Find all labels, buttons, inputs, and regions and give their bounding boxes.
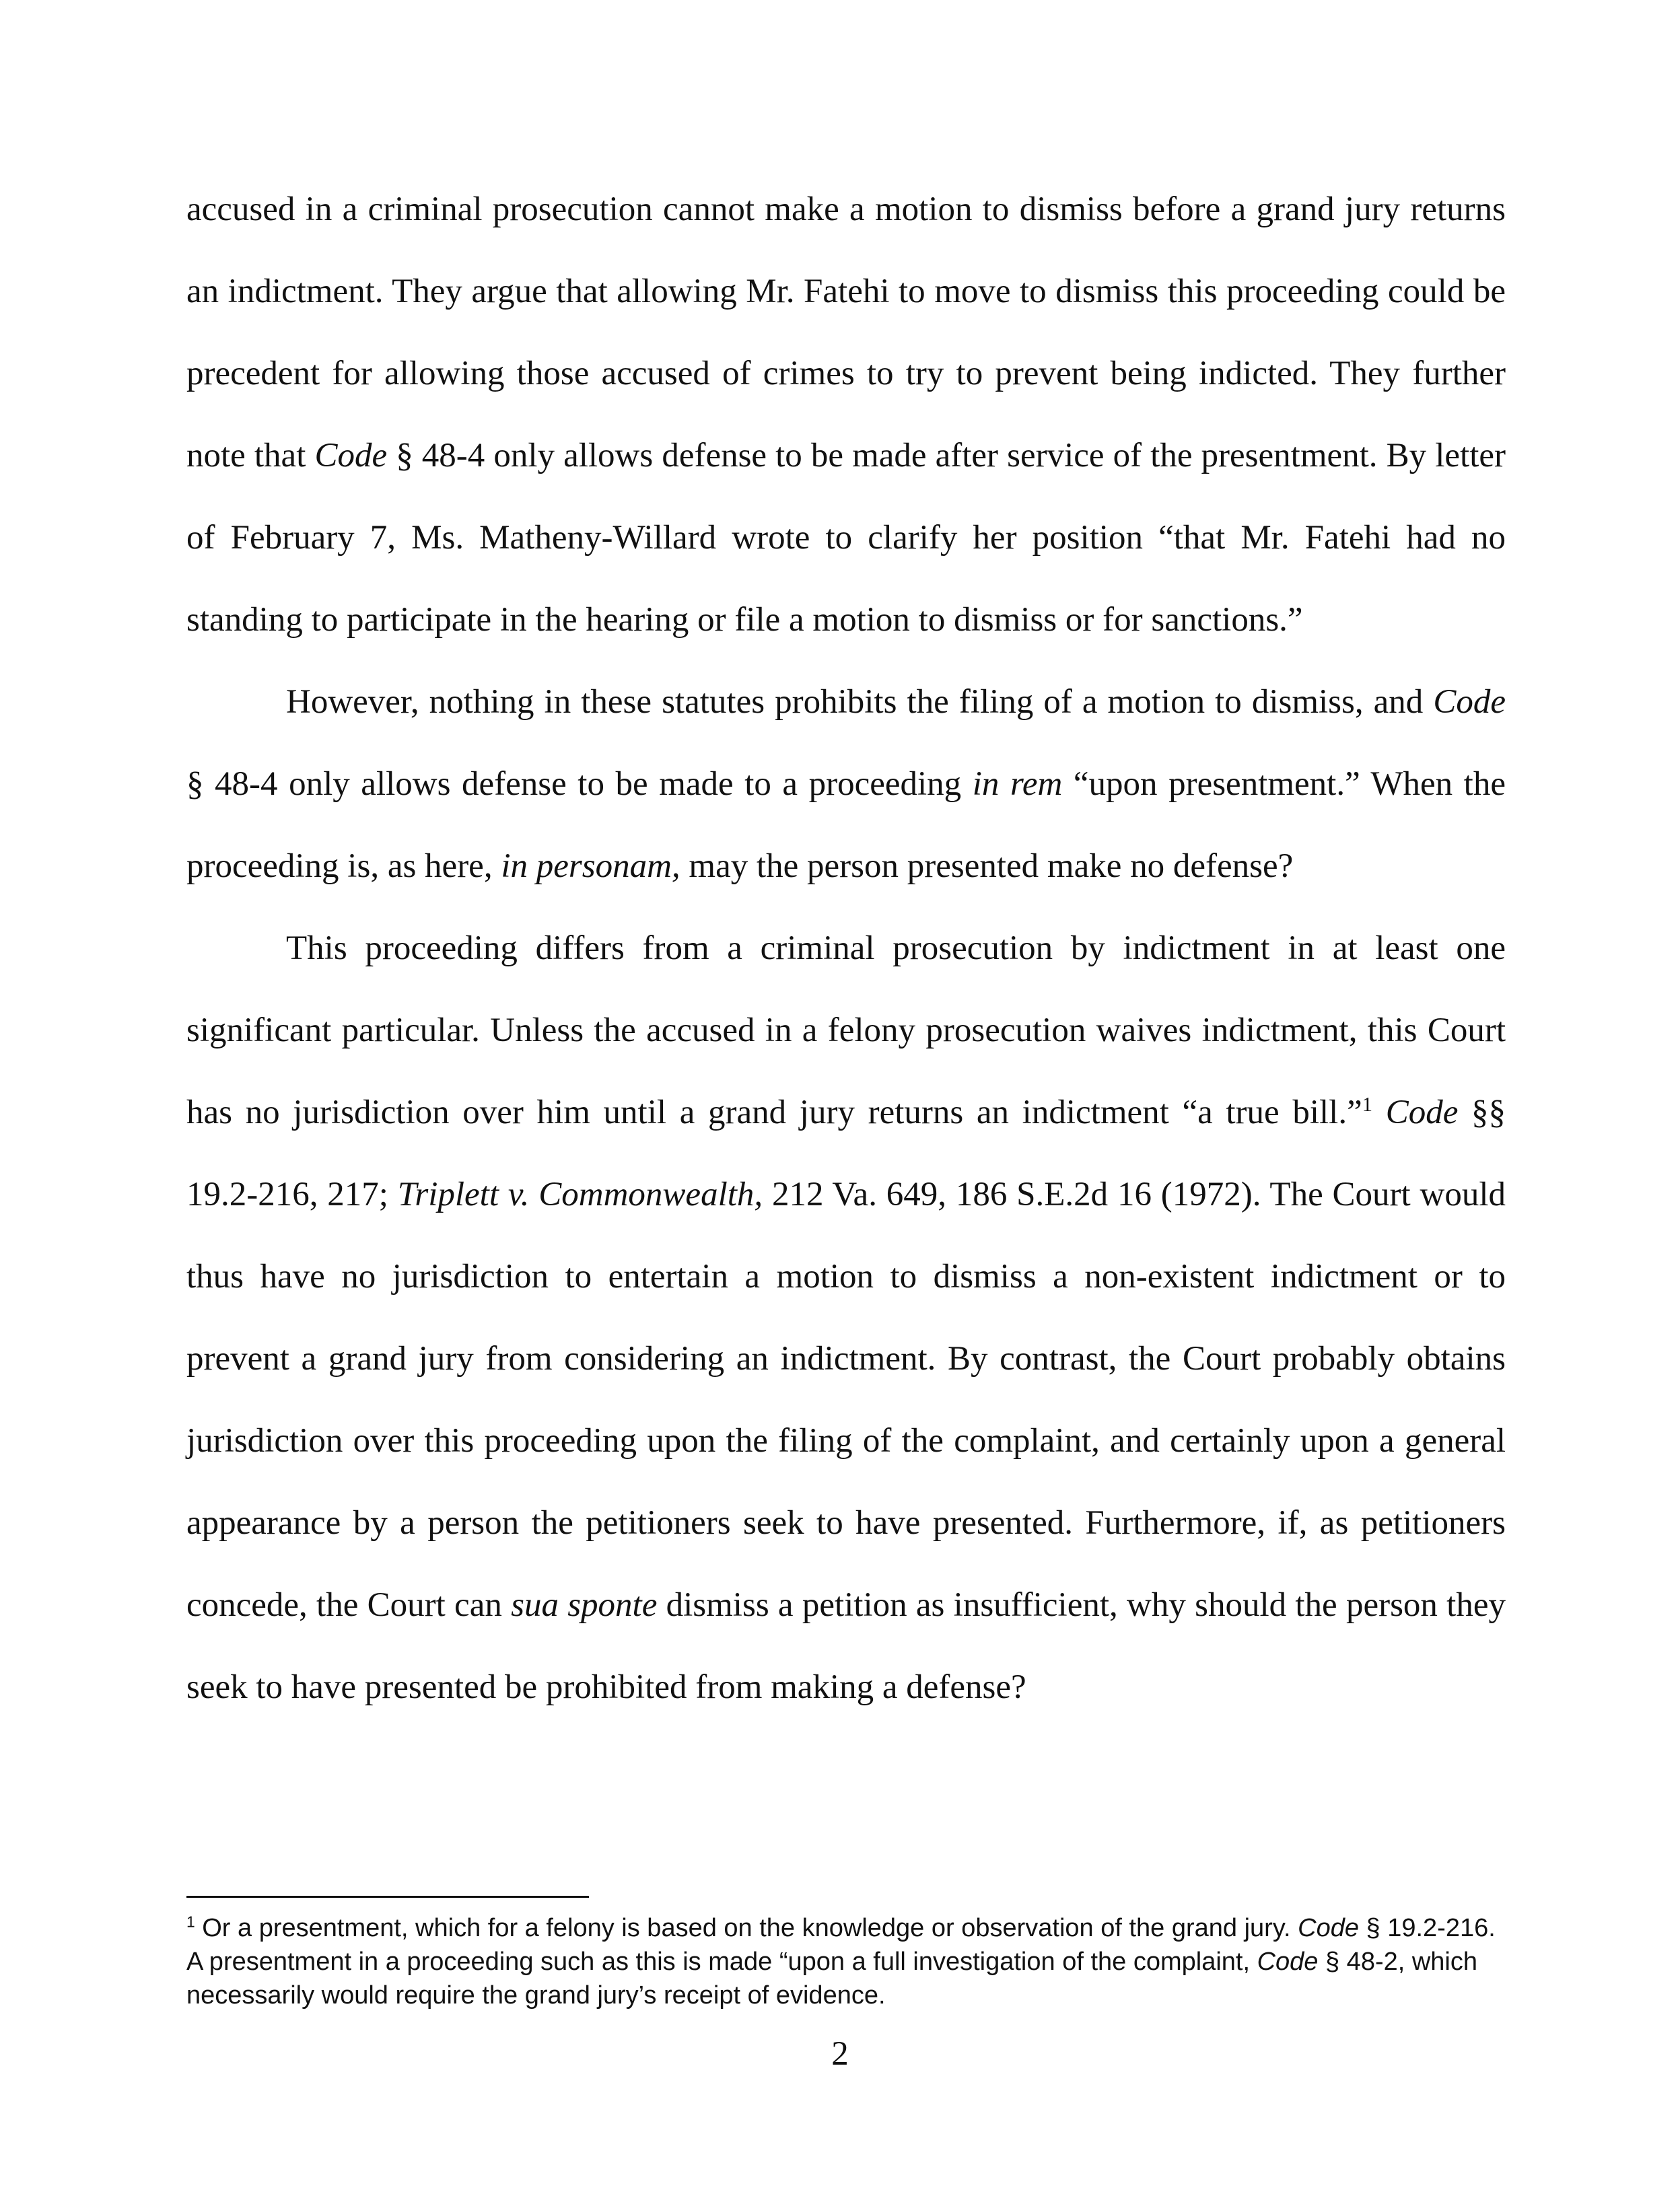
- footnote-1: [186, 1911, 1506, 2012]
- paragraph-2-text-cont: “upon presentment.” When the proceeding is, as here,: [186, 765, 1506, 885]
- latin-term-in-personam: in personam,: [501, 847, 680, 885]
- paragraph-1: [186, 168, 1506, 661]
- body-text: [186, 168, 1506, 1728]
- latin-term-sua-sponte: sua sponte: [511, 1586, 658, 1624]
- paragraph-3-text-cont: dismiss a petition as insufficient, why should the person they seek to have presented be prohibited from making a defense?: [186, 1586, 1506, 1706]
- latin-term-in-rem: in rem: [972, 765, 1063, 803]
- page-number: 2: [831, 2035, 849, 2073]
- code-citation: Code: [1433, 683, 1506, 721]
- code-citation: Code: [314, 437, 388, 474]
- code-citation: Code: [1298, 1914, 1359, 1942]
- footnote-text-cont: § 48-2, which necessarily would require the grand jury’s receipt of evidence.: [186, 1948, 1478, 2010]
- paragraph-2-text-cont: § 48-4 only allows defense to be made to a proceeding: [186, 765, 973, 803]
- paragraph-1-text-cont: § 48-4 only allows defense to be made after service of the presentment. By letter of February 7, Ms. Matheny-Willard wrote to clarify her position “that Mr. Fatehi had no standing to participate in the hearing or file a motion to dismiss or for sanctions.”: [186, 437, 1506, 639]
- footnote-reference[interactable]: 1: [1362, 1093, 1373, 1116]
- paragraph-3-text-cont: §§ 19.2-216, 217;: [186, 1094, 1506, 1213]
- paragraph-3: [186, 907, 1506, 1728]
- code-citation: Code: [1385, 1094, 1459, 1131]
- footnote-marker: 1: [186, 1913, 195, 1931]
- paragraph-3-space: [1372, 1094, 1386, 1131]
- case-citation: Triplett v. Commonwealth,: [397, 1176, 763, 1213]
- paragraph-3-text: This proceeding differs from a criminal prosecution by indictment in at least one significant particular. Unless the accused in a felony prosecution waives indictment, this Court has no jurisdiction over him until a grand jury returns an indictment “a true bill.”: [186, 929, 1506, 1131]
- paragraph-3-text-cont: 212 Va. 649, 186 S.E.2d 16 (1972). The Court would thus have no jurisdiction to entertain a motion to dismiss a non-existent indictment or to prevent a grand jury from considering an indictment. By contrast, the Court probably obtains jurisdiction over this proceeding upon the filing of the complaint, and certainly upon a general appearance by a person the petitioners seek to have presented. Furthermore, if, as petitioners concede, the Court can: [186, 1176, 1506, 1624]
- footnote-text-cont: § 19.2-216. A presentment in a proceeding such as this is made “upon a full investigation of the complaint,: [186, 1914, 1496, 1976]
- paragraph-2: [186, 661, 1506, 907]
- paragraph-2-text: However, nothing in these statutes prohibits the filing of a motion to dismiss, and: [286, 683, 1434, 721]
- code-citation: Code: [1257, 1948, 1319, 1976]
- footnote-text: Or a presentment, which for a felony is based on the knowledge or observation of the grand jury.: [195, 1914, 1298, 1942]
- paragraph-1-text: accused in a criminal prosecution cannot make a motion to dismiss before a grand jury returns an indictment. They argue that allowing Mr. Fatehi to move to dismiss this proceeding could be precedent for allowing those accused of crimes to try to prevent being indicted. They further note that: [186, 190, 1506, 474]
- footnote-divider: [186, 1896, 589, 1898]
- paragraph-2-text-cont: may the person presented make no defense?: [680, 847, 1294, 885]
